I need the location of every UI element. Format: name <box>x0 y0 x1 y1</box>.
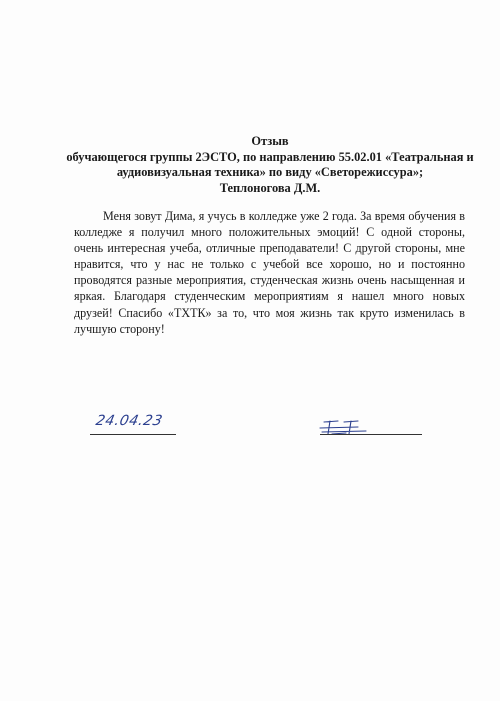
document-heading <box>60 134 480 196</box>
heading-line-3: аудиовизуальная техника» по виду «Светорежиссура»; <box>116 165 424 180</box>
date-underline <box>90 434 176 435</box>
heading-author: Теплоногова Д.М. <box>219 180 321 195</box>
heading-title: Отзыв <box>251 134 289 148</box>
heading-line-2: обучающегося группы 2ЭСТО, по направлению 55.02.01 «Театральная и <box>66 149 474 164</box>
review-body: Меня зовут Дима, я учусь в колледже уже 2 года. За время обучения в колледже я получил много положительных эмоций! С одной стороны, очень интересная учеба, отличные преподаватели! С другой стороны, мне нравится, что у нас не только с учебой все хорошо, но и постоянно проводятся разные мероприятия, студенческая жизнь очень насыщенная и яркая. Благодаря студенческим мероприятиям я нашел много новых друзей! Спасибо «ТХТК» за то, что моя жизнь так круто изменилась в лучшую сторону! <box>74 209 465 336</box>
handwritten-date: 24.04.23 <box>94 413 165 429</box>
signature-underline <box>320 434 422 435</box>
